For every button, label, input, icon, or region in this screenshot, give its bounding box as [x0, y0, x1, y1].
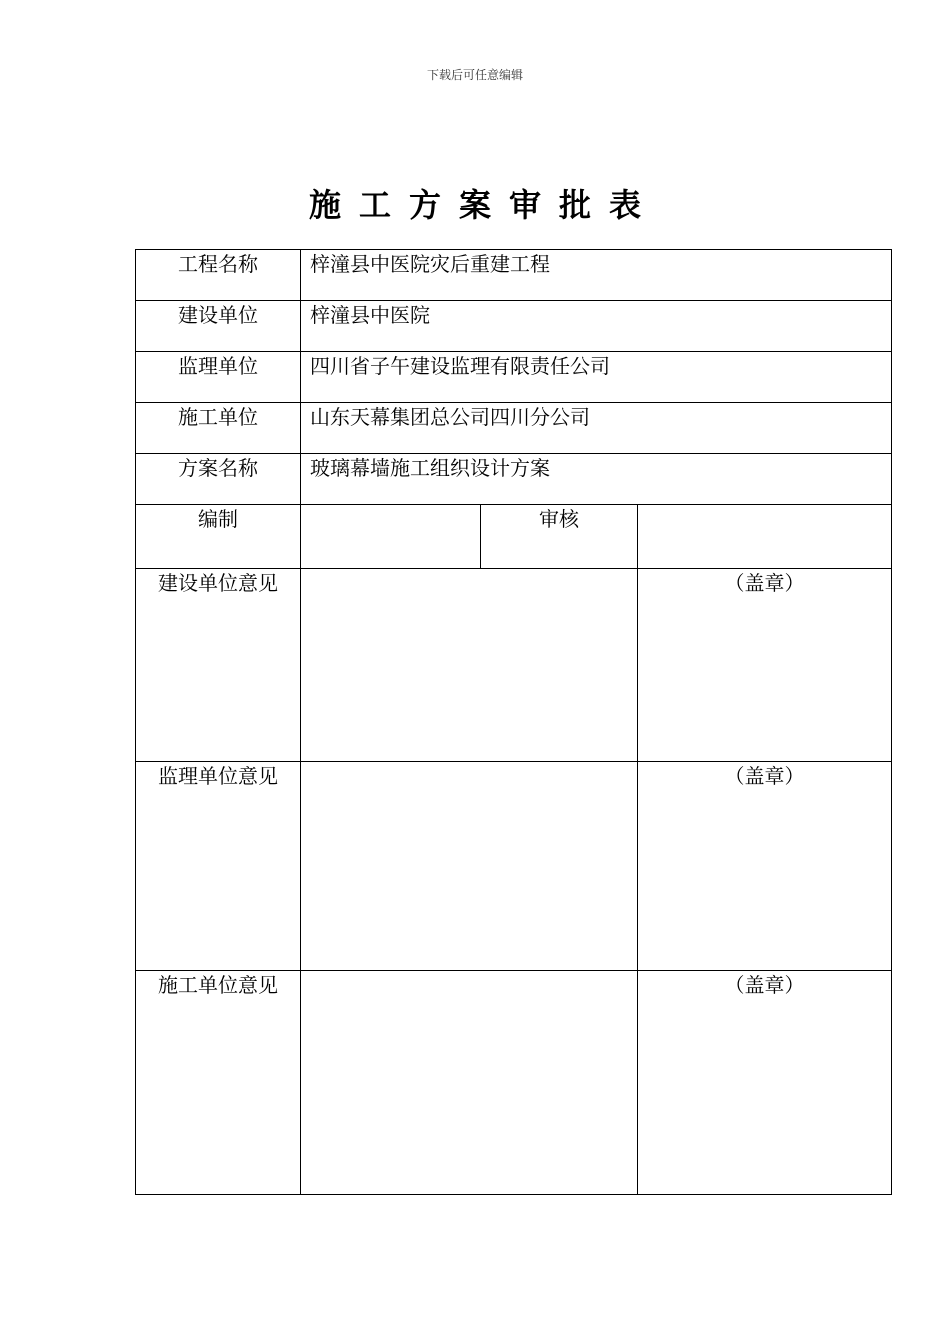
seal-owner: （盖章） — [638, 569, 892, 762]
field-reviewer[interactable] — [638, 505, 892, 569]
page-title: 施工方案审批表 — [308, 186, 659, 224]
field-supervisor-opinion[interactable] — [301, 762, 638, 971]
value-contractor-unit: 山东天幕集团总公司四川分公司 — [301, 403, 892, 454]
label-contractor-opinion: 施工单位意见 — [136, 971, 301, 1195]
label-contractor-unit: 施工单位 — [136, 403, 301, 454]
field-compiler[interactable] — [301, 505, 481, 569]
header-note: 下载后可任意编辑 — [426, 68, 523, 82]
row-construction-unit — [136, 301, 892, 352]
value-plan-name: 玻璃幕墙施工组织设计方案 — [301, 454, 892, 505]
approval-form-table — [135, 249, 892, 1195]
row-contractor-unit — [136, 403, 892, 454]
field-contractor-opinion[interactable] — [301, 971, 638, 1195]
label-owner-opinion: 建设单位意见 — [136, 569, 301, 762]
field-owner-opinion[interactable] — [301, 569, 638, 762]
label-plan-name: 方案名称 — [136, 454, 301, 505]
label-supervisor-opinion: 监理单位意见 — [136, 762, 301, 971]
seal-contractor: （盖章） — [638, 971, 892, 1195]
value-supervision-unit: 四川省子午建设监理有限责任公司 — [301, 352, 892, 403]
row-plan-name — [136, 454, 892, 505]
value-project-name: 梓潼县中医院灾后重建工程 — [301, 250, 892, 301]
label-supervision-unit: 监理单位 — [136, 352, 301, 403]
label-compile: 编制 — [136, 505, 301, 569]
row-supervisor-opinion — [136, 762, 892, 971]
label-construction-unit: 建设单位 — [136, 301, 301, 352]
value-construction-unit: 梓潼县中医院 — [301, 301, 892, 352]
seal-supervisor: （盖章） — [638, 762, 892, 971]
row-supervision-unit — [136, 352, 892, 403]
row-project-name — [136, 250, 892, 301]
label-review: 审核 — [481, 505, 638, 569]
row-contractor-opinion — [136, 971, 892, 1195]
label-project-name: 工程名称 — [136, 250, 301, 301]
row-owner-opinion — [136, 569, 892, 762]
row-sign — [136, 505, 892, 569]
